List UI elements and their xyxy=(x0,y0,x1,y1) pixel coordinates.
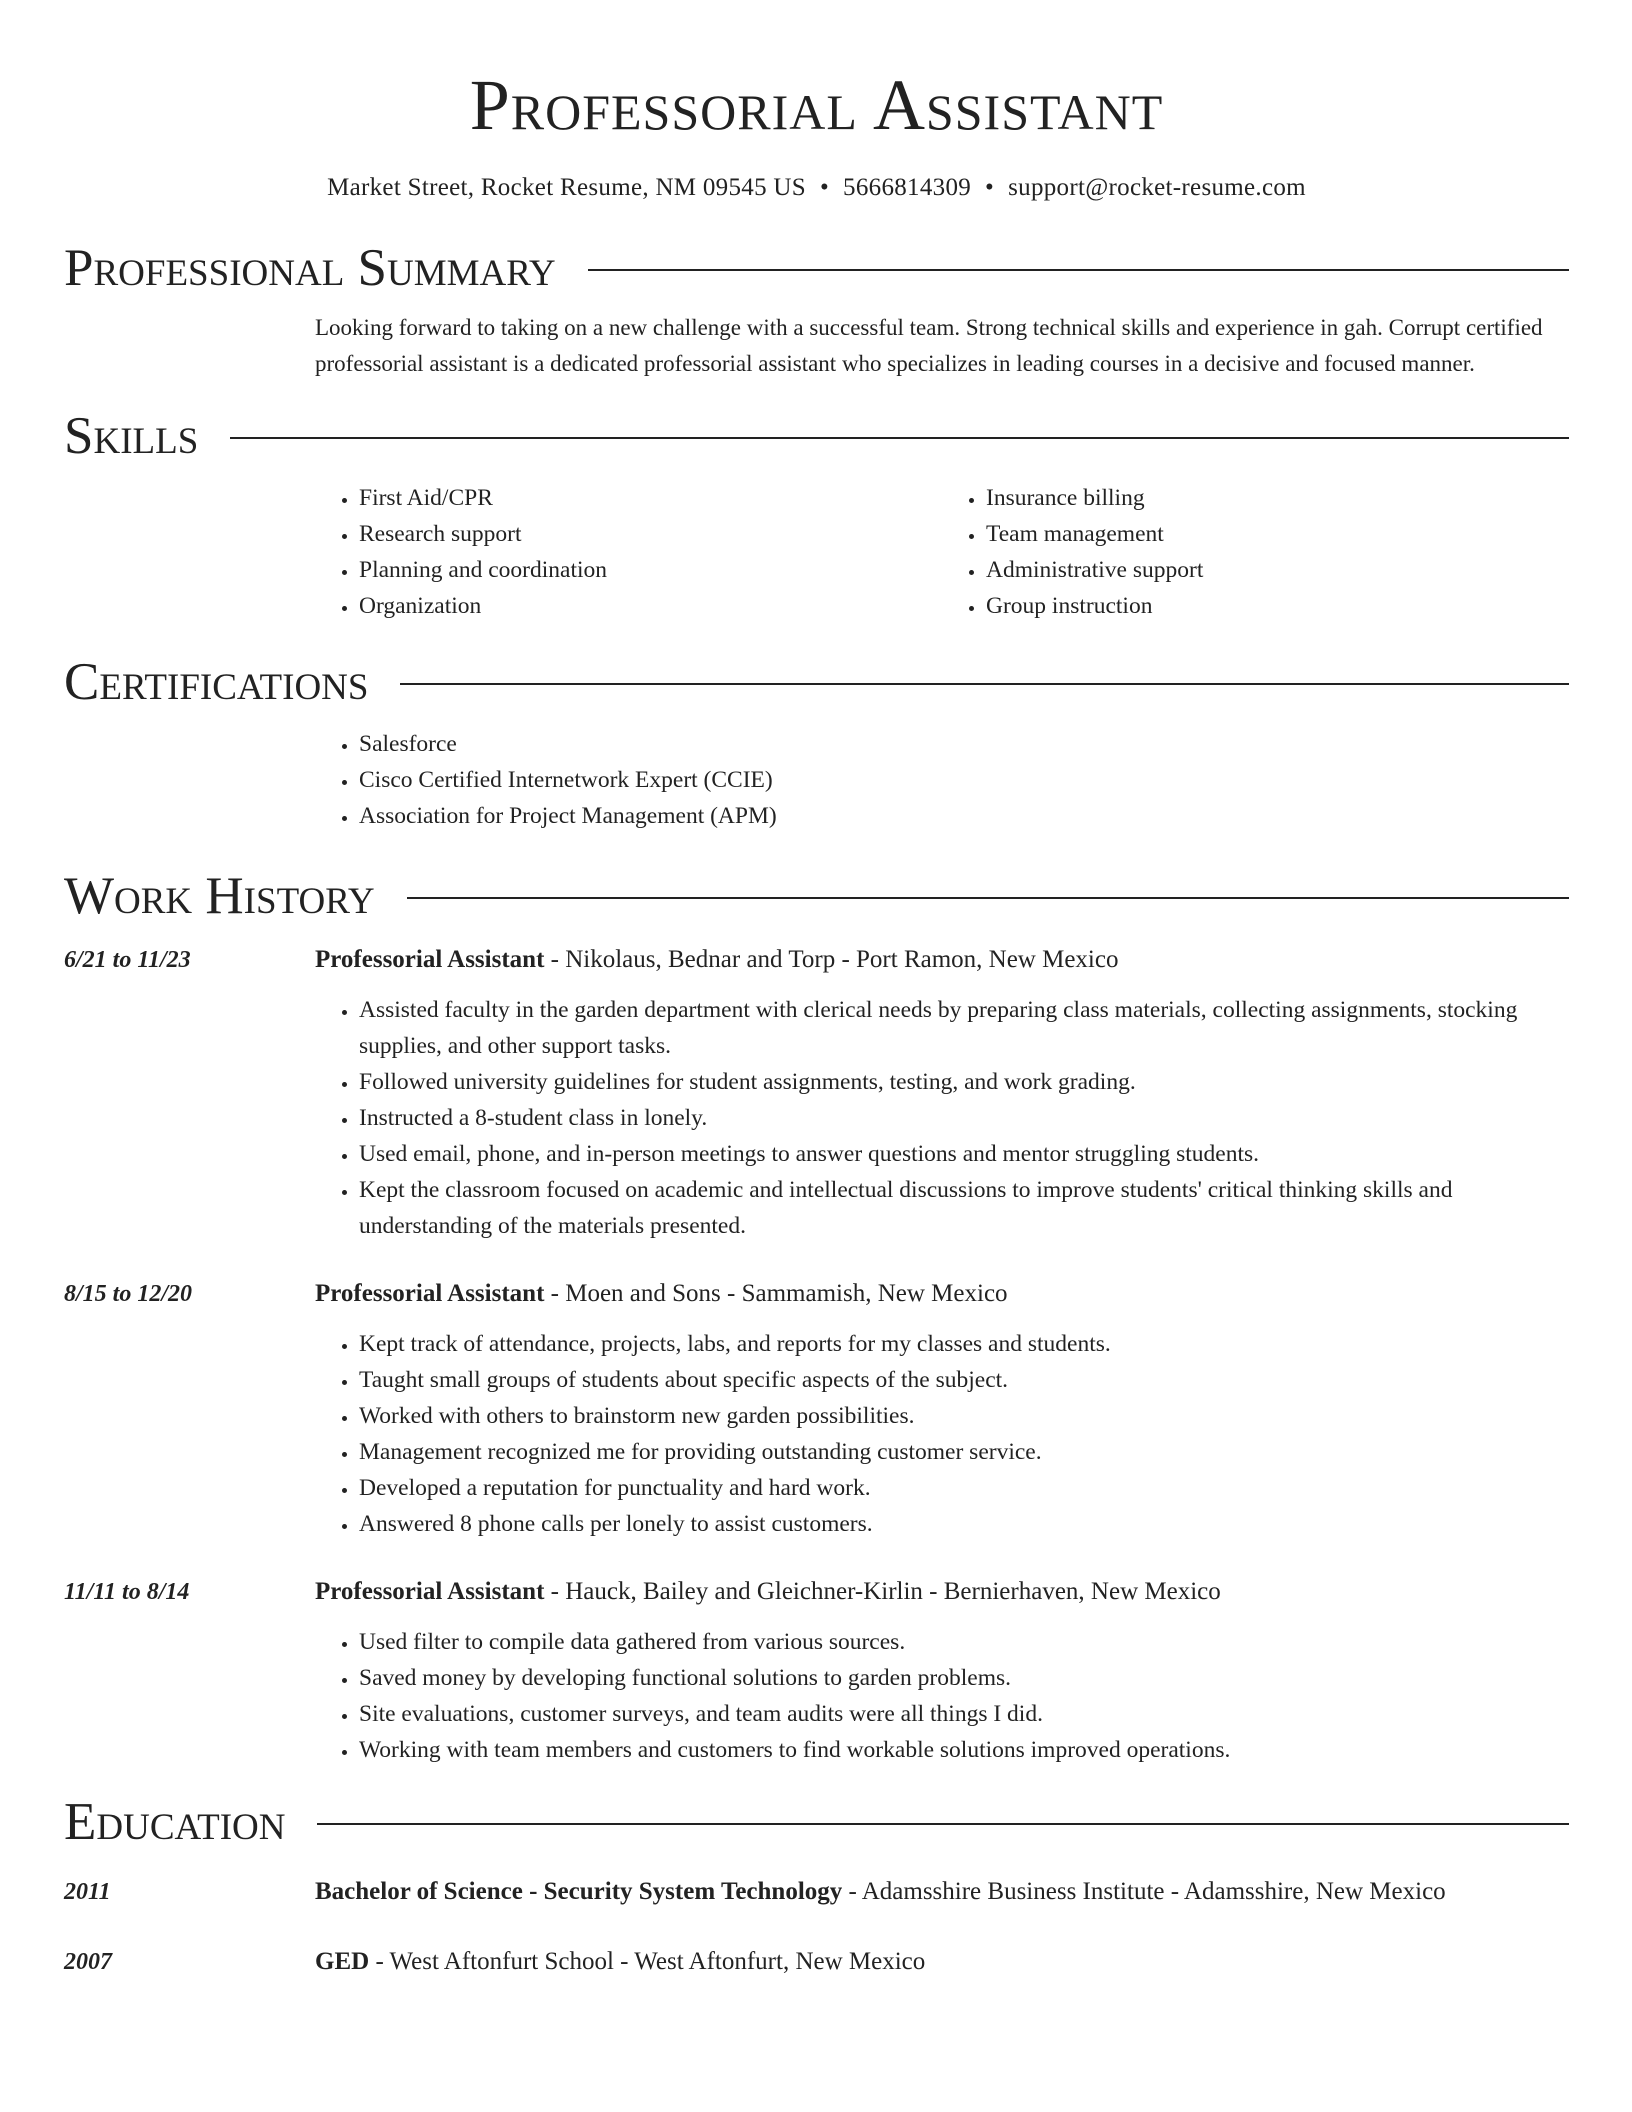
section-divider xyxy=(588,269,1569,271)
list-item: • Management recognized me for providing outstanding customer service. xyxy=(359,1434,1569,1470)
job-bullets xyxy=(315,1326,1569,1542)
education-degree: Bachelor of Science - Security System Technology xyxy=(315,1878,843,1905)
list-item: • Salesforce xyxy=(359,726,1569,762)
list-item: • Instructed a 8-student class in lonely. xyxy=(359,1100,1569,1136)
resume-name: Professorial Assistant xyxy=(469,65,1164,145)
education-entry xyxy=(64,1874,1569,1910)
list-item: • Answered 8 phone calls per lonely to assist customers. xyxy=(359,1506,1569,1542)
job-bullets xyxy=(315,992,1569,1244)
job-header xyxy=(64,942,1569,978)
education-section-header xyxy=(64,1792,1569,1852)
contact-phone: 5666814309 xyxy=(843,174,972,201)
skills-list-left xyxy=(315,480,942,624)
job-title-line xyxy=(315,1574,1221,1610)
summary-text: Looking forward to taking on a new challenge with a successful team. Strong technical skills and experience in gah. Corrupt certified professorial assistant is a dedicated professorial assistant who specializes in leading courses in a decisive and focused manner. xyxy=(315,315,1543,376)
education-entry xyxy=(64,1944,1569,1980)
job-role: Professorial Assistant xyxy=(315,1280,545,1307)
section-title-summary: Professional Summary xyxy=(64,239,556,297)
list-item: • First Aid/CPR xyxy=(359,480,942,516)
list-item: • Developed a reputation for punctuality and hard work. xyxy=(359,1470,1569,1506)
contact-line xyxy=(64,172,1569,204)
summary-body xyxy=(315,310,1569,382)
summary-section-header xyxy=(64,238,1569,298)
job-role: Professorial Assistant xyxy=(315,946,545,973)
education-year: 2011 xyxy=(64,1879,111,1905)
job-bullets xyxy=(315,1624,1569,1768)
job-employer: - Moen and Sons - Sammamish, New Mexico xyxy=(544,1280,1008,1307)
list-item: • Site evaluations, customer surveys, and team audits were all things I did. xyxy=(359,1696,1569,1732)
job-dates: 6/21 to 11/23 xyxy=(64,947,191,973)
list-item: • Team management xyxy=(986,516,1569,552)
list-item: • Worked with others to brainstorm new garden possibilities. xyxy=(359,1398,1569,1434)
skills-grid xyxy=(315,480,1569,624)
job-dates: 8/15 to 12/20 xyxy=(64,1281,193,1307)
list-item: • Used filter to compile data gathered from various sources. xyxy=(359,1624,1569,1660)
list-item: • Kept the classroom focused on academic and intellectual discussions to improve students' critical thinking skills and understanding of the materials presented. xyxy=(359,1172,1569,1244)
education-degree: GED xyxy=(315,1948,370,1975)
job-employer: - Hauck, Bailey and Gleichner-Kirlin - Bernierhaven, New Mexico xyxy=(544,1578,1221,1605)
certifications-list xyxy=(315,726,1569,834)
section-divider xyxy=(407,897,1569,899)
section-title-skills: Skills xyxy=(64,407,199,465)
certifications-section-header xyxy=(64,652,1569,712)
skills-list-right xyxy=(942,480,1569,624)
contact-address: Market Street, Rocket Resume, NM 09545 US xyxy=(327,174,806,201)
education-title-line xyxy=(315,1874,1446,1910)
job-title-line xyxy=(315,942,1118,978)
section-divider xyxy=(317,1823,1569,1825)
list-item: • Cisco Certified Internetwork Expert (CCIE) xyxy=(359,762,1569,798)
list-item: • Organization xyxy=(359,588,942,624)
certifications-body xyxy=(315,726,1569,834)
list-item: • Association for Project Management (APM) xyxy=(359,798,1569,834)
job-entry xyxy=(64,1574,1569,1768)
list-item: • Kept track of attendance, projects, labs, and reports for my classes and students. xyxy=(359,1326,1569,1362)
resume-page xyxy=(64,0,1569,1980)
education-school: - West Aftonfurt School - West Aftonfurt, New Mexico xyxy=(369,1948,926,1975)
job-header xyxy=(64,1276,1569,1312)
job-header xyxy=(64,1574,1569,1610)
job-entry xyxy=(64,942,1569,1244)
job-entry xyxy=(64,1276,1569,1542)
list-item: • Used email, phone, and in-person meetings to answer questions and mentor struggling students. xyxy=(359,1136,1569,1172)
work-section-header xyxy=(64,866,1569,926)
education-year: 2007 xyxy=(64,1949,112,1975)
section-divider xyxy=(230,437,1569,439)
job-title-line xyxy=(315,1276,1008,1312)
job-employer: - Nikolaus, Bednar and Torp - Port Ramon, New Mexico xyxy=(544,946,1119,973)
list-item: • Assisted faculty in the garden department with clerical needs by preparing class materials, collecting assignments, stocking supplies, and other support tasks. xyxy=(359,992,1569,1064)
list-item: • Administrative support xyxy=(986,552,1569,588)
skills-section-header xyxy=(64,406,1569,466)
section-title-certifications: Certifications xyxy=(64,653,369,711)
education-title-line xyxy=(315,1944,925,1980)
section-title-education: Education xyxy=(64,1793,286,1851)
list-item: • Followed university guidelines for student assignments, testing, and work grading. xyxy=(359,1064,1569,1100)
contact-separator: • xyxy=(985,174,995,201)
contact-separator: • xyxy=(819,174,830,201)
list-item: • Group instruction xyxy=(986,588,1569,624)
list-item: • Saved money by developing functional solutions to garden problems. xyxy=(359,1660,1569,1696)
education-school: - Adamsshire Business Institute - Adamsshire, New Mexico xyxy=(842,1878,1446,1905)
list-item: • Research support xyxy=(359,516,942,552)
section-divider xyxy=(400,683,1569,685)
list-item: • Planning and coordination xyxy=(359,552,942,588)
job-role: Professorial Assistant xyxy=(315,1578,545,1605)
list-item: • Working with team members and customers to find workable solutions improved operations. xyxy=(359,1732,1569,1768)
section-title-work-history: Work History xyxy=(64,867,375,925)
contact-email: support@rocket-resume.com xyxy=(1008,174,1306,201)
list-item: • Taught small groups of students about specific aspects of the subject. xyxy=(359,1362,1569,1398)
list-item: • Insurance billing xyxy=(986,480,1569,516)
job-dates: 11/11 to 8/14 xyxy=(64,1579,190,1605)
